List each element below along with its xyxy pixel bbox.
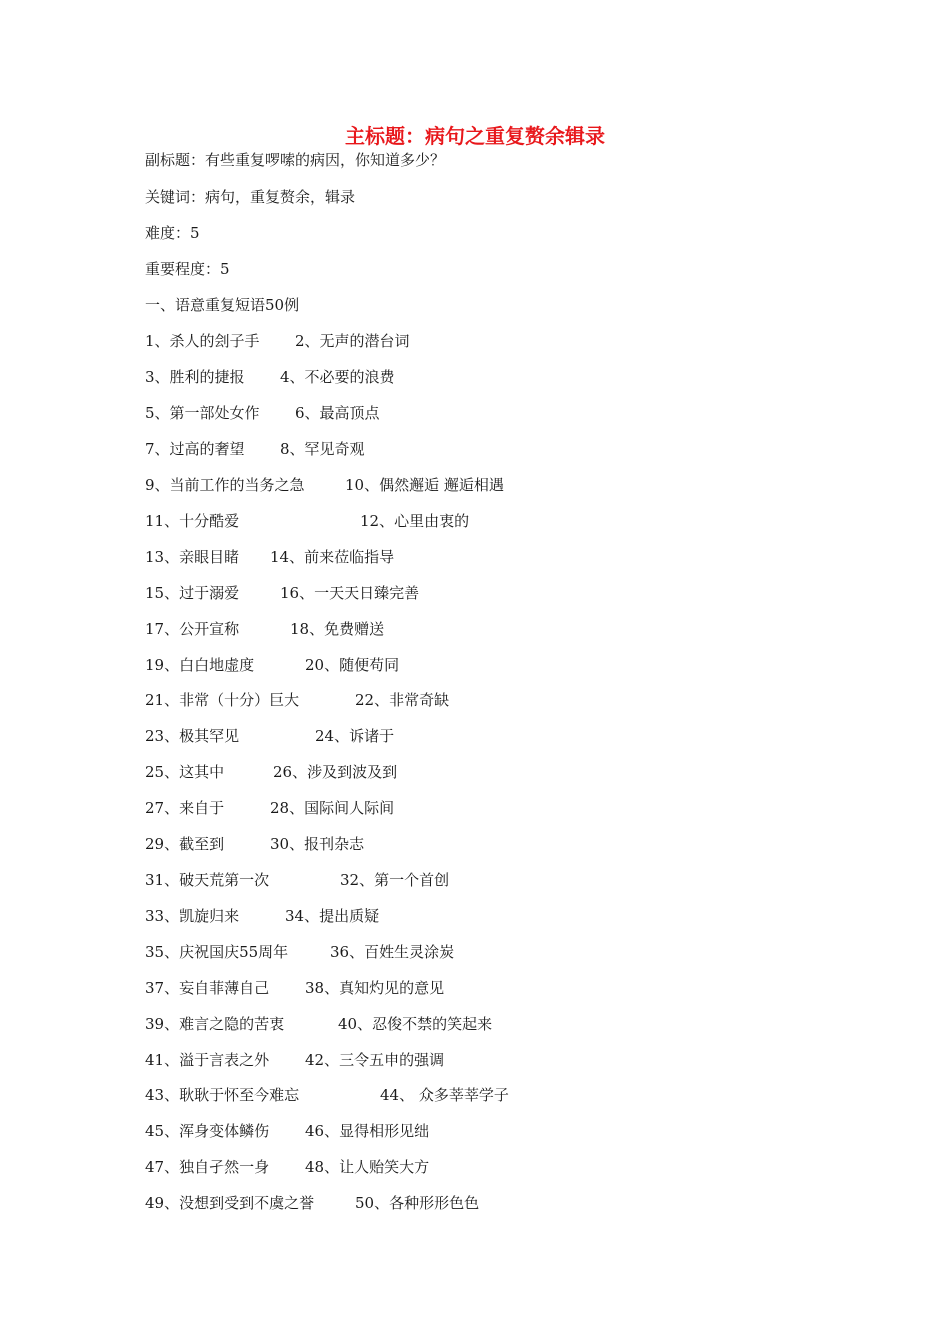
phrase-item-left: 15、过于溺爱 — [145, 584, 240, 602]
phrase-item-right: 2、无声的潜台词 — [295, 332, 410, 350]
phrase-item-right: 12、心里由衷的 — [360, 512, 470, 530]
phrase-item-left: 45、浑身变体鳞伤 — [145, 1122, 270, 1140]
phrase-item-right: 6、最高顶点 — [295, 404, 380, 422]
difficulty: 难度：5 — [145, 224, 200, 242]
phrase-item-right: 46、显得相形见绌 — [305, 1122, 430, 1140]
phrase-item-left: 11、十分酷爱 — [145, 512, 240, 530]
phrase-item-right: 50、各种形形色色 — [355, 1194, 480, 1212]
phrase-item-left: 27、来自于 — [145, 799, 225, 817]
phrase-item-left: 43、耿耿于怀至今难忘 — [145, 1086, 300, 1104]
phrase-item-left: 41、溢于言表之外 — [145, 1051, 270, 1069]
section-heading: 一、语意重复短语50例 — [145, 296, 300, 314]
phrase-item-left: 17、公开宣称 — [145, 620, 240, 638]
phrase-item-right: 34、提出质疑 — [285, 907, 380, 925]
phrase-item-right: 26、涉及到波及到 — [273, 763, 398, 781]
phrase-item-left: 23、极其罕见 — [145, 727, 240, 745]
phrase-item-left: 7、过高的奢望 — [145, 440, 245, 458]
phrase-item-right: 36、百姓生灵涂炭 — [330, 943, 455, 961]
phrase-item-right: 40、忍俊不禁的笑起来 — [338, 1015, 493, 1033]
phrase-item-left: 39、难言之隐的苦衷 — [145, 1015, 285, 1033]
phrase-item-right: 22、非常奇缺 — [355, 691, 450, 709]
phrase-item-left: 47、独自孑然一身 — [145, 1158, 270, 1176]
phrase-item-right: 42、三令五申的强调 — [305, 1051, 445, 1069]
phrase-item-right: 10、偶然邂逅 邂逅相遇 — [345, 476, 504, 494]
phrase-item-left: 37、妄自菲薄自己 — [145, 979, 270, 997]
phrase-item-left: 19、白白地虚度 — [145, 656, 255, 674]
phrase-item-left: 21、非常（十分）巨大 — [145, 691, 300, 709]
phrase-item-right: 14、前来莅临指导 — [270, 548, 395, 566]
phrase-item-right: 28、国际间人际间 — [270, 799, 395, 817]
phrase-item-right: 38、真知灼见的意见 — [305, 979, 445, 997]
phrase-item-right: 48、让人贻笑大方 — [305, 1158, 430, 1176]
phrase-item-left: 1、杀人的刽子手 — [145, 332, 260, 350]
phrase-item-left: 5、第一部处女作 — [145, 404, 260, 422]
main-title: 主标题：病句之重复赘余辑录 — [345, 124, 605, 148]
phrase-item-left: 35、庆祝国庆55周年 — [145, 943, 289, 961]
subtitle: 副标题：有些重复啰嗦的病因，你知道多少？ — [145, 151, 446, 169]
phrase-item-left: 49、没想到受到不虞之誉 — [145, 1194, 315, 1212]
phrase-item-right: 24、诉诸于 — [315, 727, 395, 745]
phrase-item-right: 4、不必要的浪费 — [280, 368, 395, 386]
phrase-item-left: 3、胜利的捷报 — [145, 368, 245, 386]
importance: 重要程度：5 — [145, 260, 230, 278]
phrase-item-right: 30、报刊杂志 — [270, 835, 365, 853]
phrase-item-left: 29、截至到 — [145, 835, 225, 853]
phrase-item-right: 20、随便苟同 — [305, 656, 400, 674]
keywords: 关键词：病句，重复赘余，辑录 — [145, 188, 356, 206]
phrase-item-right: 44、 众多莘莘学子 — [380, 1086, 509, 1104]
phrase-item-right: 32、第一个首创 — [340, 871, 450, 889]
phrase-item-right: 18、免费赠送 — [290, 620, 385, 638]
phrase-item-left: 9、当前工作的当务之急 — [145, 476, 305, 494]
phrase-item-left: 25、这其中 — [145, 763, 225, 781]
phrase-item-right: 8、罕见奇观 — [280, 440, 365, 458]
phrase-item-right: 16、一天天日臻完善 — [280, 584, 420, 602]
phrase-item-left: 13、亲眼目睹 — [145, 548, 240, 566]
phrase-item-left: 33、凯旋归来 — [145, 907, 240, 925]
phrase-item-left: 31、破天荒第一次 — [145, 871, 270, 889]
